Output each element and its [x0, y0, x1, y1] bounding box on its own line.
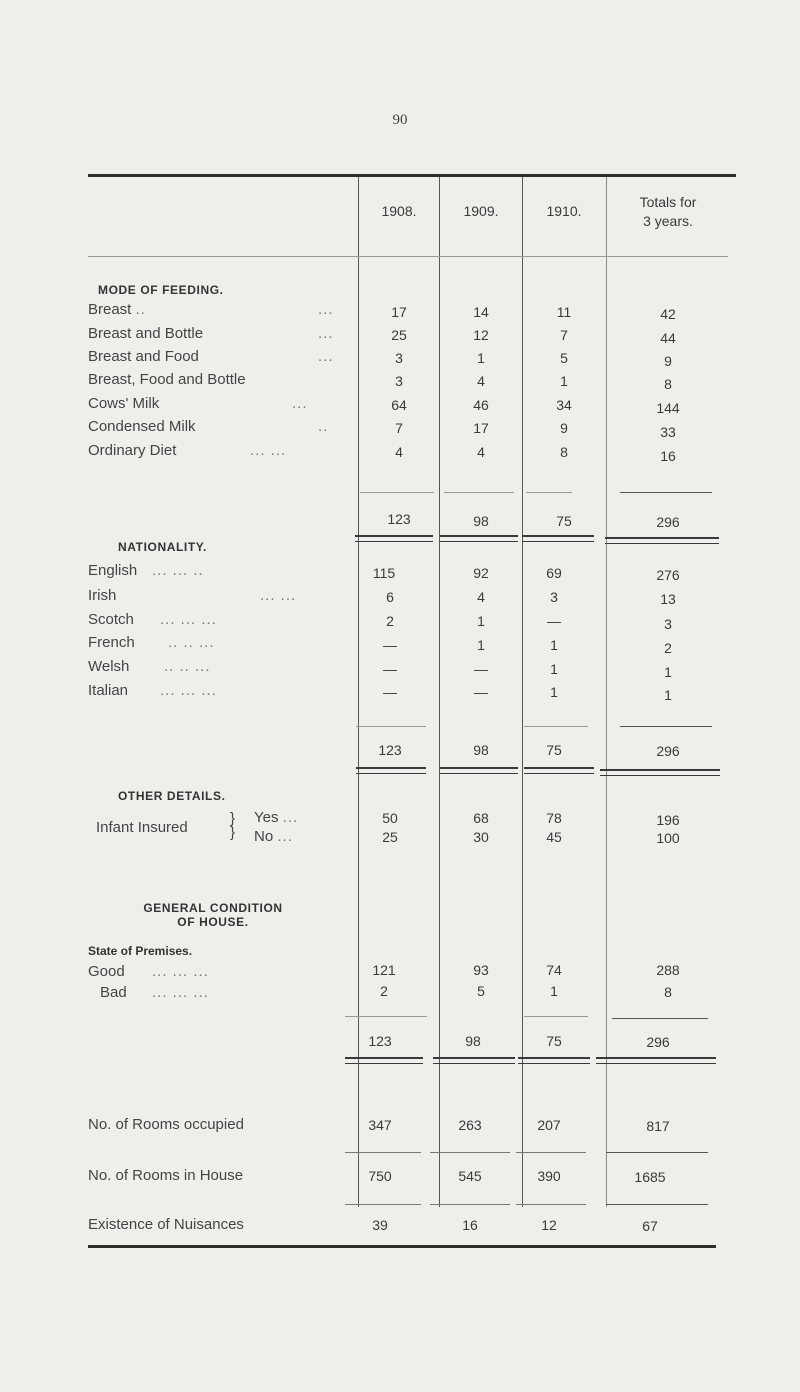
subtotal-rule [524, 726, 588, 727]
row-leader: ... ... .. [152, 562, 204, 579]
cell-1908: 4 [395, 444, 403, 460]
cell-1910: 3 [550, 589, 558, 605]
cell-1910: 390 [537, 1168, 561, 1184]
condition-total-1909: 98 [465, 1033, 481, 1049]
page-number: 90 [392, 112, 408, 128]
row-rule [345, 1152, 421, 1153]
row-label: Breast, Food and Bottle [88, 371, 246, 388]
cell-1909: 1 [477, 613, 485, 629]
cell-1910: 12 [541, 1217, 557, 1233]
nationality-total-1908: 123 [378, 742, 402, 758]
row-leader: ... ... ... [152, 963, 209, 980]
section-title-mode-of-feeding: MODE OF FEEDING. [98, 283, 224, 297]
row-label-rooms-occupied: No. of Rooms occupied [88, 1116, 244, 1133]
double-rule [356, 767, 426, 774]
subtotal-rule [620, 726, 712, 727]
nationality-total-1909: 98 [473, 742, 489, 758]
condition-total-all: 296 [646, 1034, 670, 1050]
cell-1908: 3 [395, 373, 403, 389]
cell-1908: — [383, 684, 397, 700]
header-totals [608, 193, 728, 231]
row-leader: .. .. ... [168, 634, 215, 651]
nationality-total-1910: 75 [546, 742, 562, 758]
row-rule [516, 1152, 586, 1153]
cell-1909: 93 [473, 962, 489, 978]
cell-total: 3 [664, 616, 672, 632]
cell-1909: 4 [477, 444, 485, 460]
cell-1909: 14 [473, 304, 489, 320]
row-label: Italian [88, 682, 129, 699]
cell-1910: 5 [560, 350, 568, 366]
cell-total: 13 [660, 591, 676, 607]
double-rule [518, 1057, 590, 1064]
cell-1910: 7 [560, 327, 568, 343]
double-rule [433, 1057, 515, 1064]
row-label: Irish [88, 587, 117, 604]
cell-total: 44 [660, 330, 676, 346]
row-label: French [88, 634, 135, 651]
cell-total: 16 [660, 448, 676, 464]
cell-total: 8 [664, 376, 672, 392]
cell-total: 1 [664, 687, 672, 703]
cell-1909: — [474, 661, 488, 677]
cell-1908: 25 [391, 327, 407, 343]
cell-total: 276 [656, 567, 680, 583]
row-leader: ... ... ... [160, 611, 217, 628]
header-1908: 1908. [381, 203, 417, 219]
cell-1909: 46 [473, 397, 489, 413]
cell-1909: — [474, 684, 488, 700]
row-label: Breast .. [88, 301, 146, 318]
general-condition-line2: OF HOUSE. [177, 915, 249, 929]
cell-1908: 750 [368, 1168, 392, 1184]
cell-1908: 64 [391, 397, 407, 413]
cell-total: 2 [664, 640, 672, 656]
cell-total: 9 [664, 353, 672, 369]
cell-1910: 1 [560, 373, 568, 389]
cell-1910: 9 [560, 420, 568, 436]
condition-total-1910: 75 [546, 1033, 562, 1049]
cell-total: 42 [660, 306, 676, 322]
condition-total-1908: 123 [368, 1033, 392, 1049]
nationality-total-all: 296 [656, 743, 680, 759]
row-rule [345, 1204, 421, 1205]
feeding-total-1908: 123 [387, 511, 411, 527]
row-label: Breast and Food [88, 348, 199, 365]
cell-1909: 5 [477, 983, 485, 999]
cell-1910: 1 [550, 661, 558, 677]
cell-1910: — [547, 613, 561, 629]
cell-1908: 50 [382, 810, 398, 826]
row-label: Scotch [88, 611, 134, 628]
cell-1908: 3 [395, 350, 403, 366]
subtotal-rule [444, 492, 514, 493]
top-rule [88, 174, 736, 177]
cell-total: 100 [656, 830, 680, 846]
double-rule [440, 767, 518, 774]
row-label: Good [88, 963, 125, 980]
cell-1909: 263 [458, 1117, 482, 1133]
row-label-rooms-in-house: No. of Rooms in House [88, 1167, 244, 1184]
subtotal-rule [345, 1016, 427, 1017]
row-rule [516, 1204, 586, 1205]
double-rule [600, 769, 720, 776]
cell-1908: — [383, 661, 397, 677]
cell-1910: 34 [556, 397, 572, 413]
cell-1908: 6 [386, 589, 394, 605]
cell-total: 144 [656, 400, 680, 416]
section-title-general-condition [88, 901, 338, 929]
cell-total: 67 [642, 1218, 658, 1234]
double-rule [345, 1057, 423, 1064]
column-divider [439, 177, 440, 1207]
row-leader: ... [292, 395, 308, 412]
subtotal-rule [360, 492, 434, 493]
row-leader: ... ... [260, 587, 297, 604]
cell-total: 817 [646, 1118, 670, 1134]
cell-1910: 45 [546, 829, 562, 845]
column-divider [522, 177, 523, 1207]
brace-icon: } } [230, 810, 236, 841]
cell-1908: 347 [368, 1117, 392, 1133]
row-leader: .. [318, 418, 329, 435]
row-label: Ordinary Diet [88, 442, 177, 459]
cell-1908: 39 [372, 1217, 388, 1233]
row-label: English [88, 562, 138, 579]
cell-1909: 4 [477, 589, 485, 605]
double-rule [522, 535, 594, 542]
subtotal-rule [612, 1018, 708, 1019]
feeding-total-1910: 75 [556, 513, 572, 529]
cell-1910: 1 [550, 983, 558, 999]
cell-1908: 2 [380, 983, 388, 999]
row-leader: .. .. ... [164, 658, 211, 675]
cell-1910: 8 [560, 444, 568, 460]
state-of-premises-subtitle: State of Premises. [88, 944, 193, 958]
bottom-rule [88, 1245, 716, 1248]
column-divider [606, 177, 607, 1207]
cell-1910: 69 [546, 565, 562, 581]
cell-1908: 17 [391, 304, 407, 320]
cell-1908: 115 [372, 565, 396, 581]
row-leader: ... [318, 348, 334, 365]
cell-1910: 11 [556, 304, 572, 320]
cell-total: 1685 [634, 1169, 666, 1185]
header-1910: 1910. [546, 203, 582, 219]
cell-1910: 207 [537, 1117, 561, 1133]
row-leader: ... ... ... [152, 984, 209, 1001]
cell-1908: 25 [382, 829, 398, 845]
general-condition-line1: GENERAL CONDITION [143, 901, 283, 915]
subtotal-rule [620, 492, 712, 493]
row-rule [430, 1204, 510, 1205]
row-rule [606, 1152, 708, 1153]
double-rule [596, 1057, 716, 1064]
row-leader: ... [318, 301, 334, 318]
row-label: Bad [100, 984, 127, 1001]
cell-total: 288 [656, 962, 680, 978]
subtotal-rule [524, 1016, 588, 1017]
section-title-other-details: OTHER DETAILS. [118, 789, 226, 803]
cell-1909: 30 [473, 829, 489, 845]
cell-total: 1 [664, 664, 672, 680]
section-title-nationality: NATIONALITY. [118, 540, 207, 554]
feeding-total-all: 296 [656, 514, 680, 530]
row-label: Condensed Milk [88, 418, 196, 435]
row-label: Welsh [88, 658, 130, 675]
cell-total: 196 [656, 812, 680, 828]
cell-1908: 7 [395, 420, 403, 436]
row-leader: ... ... ... [160, 682, 217, 699]
double-rule [605, 537, 719, 544]
double-rule [440, 535, 518, 542]
header-totals-line2: 3 years. [643, 213, 693, 229]
subtotal-rule [526, 492, 572, 493]
row-label: Cows' Milk [88, 395, 160, 412]
cell-1910: 78 [546, 810, 562, 826]
cell-1908: 2 [386, 613, 394, 629]
row-label-yes: Yes ... [254, 809, 299, 826]
cell-1908: 121 [372, 962, 396, 978]
cell-1909: 1 [477, 637, 485, 653]
row-label: Breast and Bottle [88, 325, 204, 342]
header-1909: 1909. [463, 203, 499, 219]
cell-1909: 12 [473, 327, 489, 343]
cell-total: 8 [664, 984, 672, 1000]
cell-1909: 545 [458, 1168, 482, 1184]
header-totals-line1: Totals for [639, 194, 697, 210]
column-divider [358, 177, 359, 1207]
feeding-total-1909: 98 [473, 513, 489, 529]
cell-1908: — [383, 637, 397, 653]
cell-1909: 92 [473, 565, 489, 581]
cell-1910: 74 [546, 962, 562, 978]
double-rule [355, 535, 433, 542]
row-leader: ... [318, 325, 334, 342]
cell-1910: 1 [550, 637, 558, 653]
cell-1909: 4 [477, 373, 485, 389]
cell-1909: 17 [473, 420, 489, 436]
cell-1910: 1 [550, 684, 558, 700]
header-underline [88, 256, 728, 257]
cell-total: 33 [660, 424, 676, 440]
row-label-no: No ... [254, 828, 293, 845]
cell-1909: 68 [473, 810, 489, 826]
row-rule [430, 1152, 510, 1153]
cell-1909: 16 [462, 1217, 478, 1233]
subtotal-rule [356, 726, 426, 727]
row-leader: ... ... [250, 442, 287, 459]
row-label-nuisances: Existence of Nuisances [88, 1216, 244, 1233]
infant-insured-label: Infant Insured [96, 819, 188, 836]
double-rule [524, 767, 594, 774]
row-rule [606, 1204, 708, 1205]
cell-1909: 1 [477, 350, 485, 366]
